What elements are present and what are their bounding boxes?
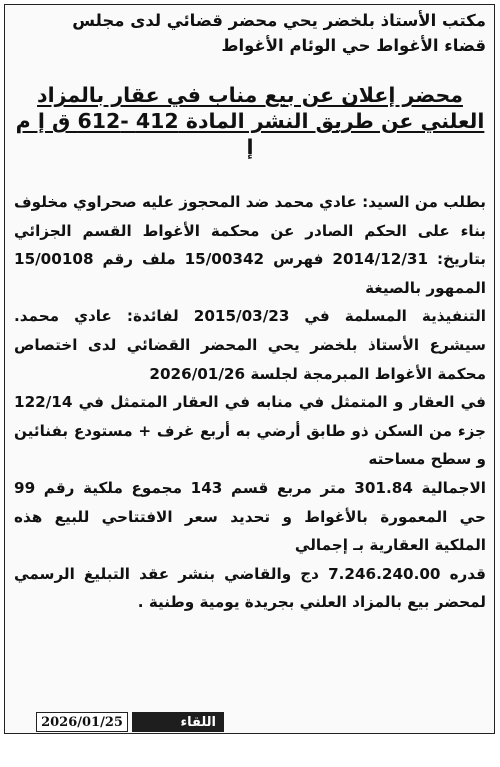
body-paragraph-property: في العقار و المتمثل في منابه في العقار المتمثل في 122/14 جزء من السكن ذو طابق أرضي به أربع غرف + مستودع بفنائين و سطح مساحته (14, 393, 486, 469)
title-line2: العلني عن طريق النشر المادة 412 -612 ق إ م إ (15, 109, 485, 159)
newspaper-source-label: اللقاء (132, 712, 224, 732)
publication-footer (36, 712, 224, 732)
office-header-line1: مكتب الأستاذ بلخضر يحي محضر قضائي لدى مجلس (72, 11, 486, 30)
body-paragraph-price: قدره 7.246.240.00 دج والقاضي بنشر عقد التبليغ الرسمي لمحضر بيع بالمزاد العلني بجريدة يومية وطنية . (14, 564, 486, 612)
office-header-line2: قضاء الأغواط حي الوئام الأغواط (221, 36, 486, 55)
announcement-content (14, 8, 486, 617)
announcement-title (14, 82, 486, 160)
body-paragraph-requester: بطلب من السيد: عادي محمد ضد المحجوز عليه صحراوي مخلوف (14, 193, 486, 211)
body-paragraph-judgment: بناء على الحكم الصادر عن محكمة الأغواط القسم الجزائي بتاريخ: 2014/12/31 فهرس 15/00342 ملف رقم 15/00108 الممهور بالصيغة (14, 221, 487, 297)
body-paragraph-session: التنفيذية المسلمة في 2015/03/23 لفائدة: عادي محمد. سيشرع الأستاذ بلخضر يحي المحضر القضائي لدى اختصاص محكمة الأغواط المبرمجة لجلسة 2026/01/26 (14, 307, 486, 383)
publication-date: 2026/01/25 (36, 712, 128, 732)
body-paragraph-area: الاجمالية 301.84 متر مربع قسم 143 مجموع ملكية رقم 99 حي المعمورة بالأغواط و تحديد سعر الافتتاحي للبيع هذه الملكية العقارية بـ إجمالي (14, 478, 486, 555)
announcement-body (14, 188, 486, 617)
title-line1: محضر إعلان عن بيع مناب في عقار بالمزاد (37, 83, 463, 107)
